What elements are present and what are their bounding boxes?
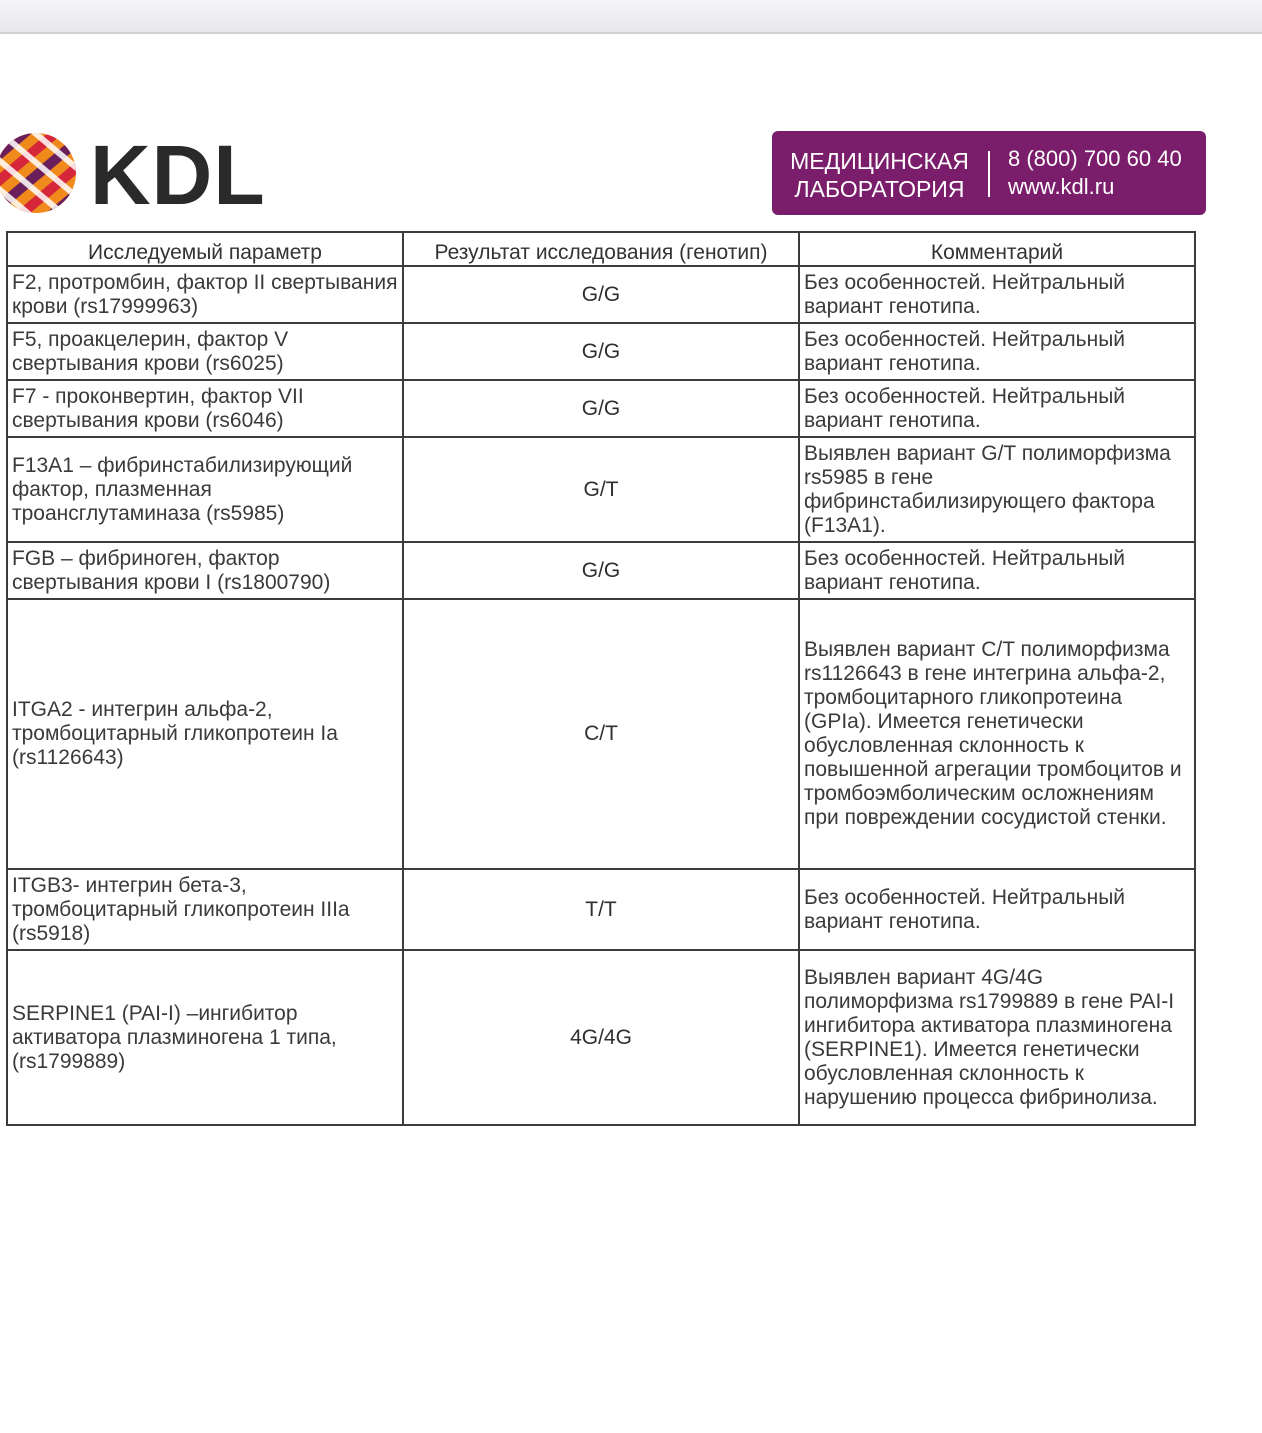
table-row (7, 869, 1195, 950)
table-row (7, 437, 1195, 542)
column-header-result: Результат исследования (генотип) (403, 232, 799, 266)
parameter-cell: F2, протромбин, фактор II свертывания крови (rs17999963) (7, 266, 403, 323)
result-cell: G/G (403, 542, 799, 599)
result-cell: 4G/4G (403, 950, 799, 1125)
website-link[interactable]: www.kdl.ru (1008, 174, 1115, 199)
table-row (7, 380, 1195, 437)
table-row (7, 323, 1195, 380)
table-header-row (7, 232, 1195, 266)
result-cell: G/G (403, 323, 799, 380)
column-header-comment: Комментарий (799, 232, 1195, 266)
logo-sphere-icon (0, 128, 82, 218)
parameter-cell: ITGB3- интегрин бета-3, тромбоцитарный гликопротеин IIIa (rs5918) (7, 869, 403, 950)
phone-number: 8 (800) 700 60 40 (1008, 146, 1182, 171)
table-row (7, 542, 1195, 599)
comment-cell: Выявлен вариант С/T полиморфизма rs1126643 в гене интегрина альфа-2, тромбоцитарного гликопротеина (GPIa). Имеется генетически обусловленная склонность к повышенной агрегации тромбоцитов и тромбоэмболическим осложнениям при повреждении сосудистой стенки. (799, 599, 1195, 869)
comment-cell: Без особенностей. Нейтральный вариант генотипа. (799, 266, 1195, 323)
banner-title (772, 147, 987, 203)
table-row (7, 599, 1195, 869)
parameter-cell: F5, проакцелерин, фактор V свертывания крови (rs6025) (7, 323, 403, 380)
comment-cell: Без особенностей. Нейтральный вариант генотипа. (799, 380, 1195, 437)
banner-line-2: ЛАБОРАТОРИЯ (794, 176, 965, 202)
banner-contacts (1008, 145, 1182, 201)
parameter-cell: F13A1 – фибринстабилизирующий фактор, плазменная троансглутаминаза (rs5985) (7, 437, 403, 542)
parameter-cell: SERPINE1 (PAI-I) –ингибитор активатора плазминогена 1 типа, (rs1799889) (7, 950, 403, 1125)
genotype-table (6, 231, 1196, 1126)
comment-cell: Без особенностей. Нейтральный вариант генотипа. (799, 869, 1195, 950)
comment-cell: Выявлен вариант 4G/4G полиморфизма rs1799889 в гене PAI-I ингибитора активатора плазминогена (SERPINE1). Имеется генетически обусловленная склонность к нарушению процесса фибринолиза. (799, 950, 1195, 1125)
lab-banner (772, 131, 1206, 215)
banner-line-1: МЕДИЦИНСКАЯ (790, 148, 969, 174)
result-cell: G/G (403, 266, 799, 323)
parameter-cell: F7 - проконвертин, фактор VII свертывания крови (rs6046) (7, 380, 403, 437)
column-header-parameter: Исследуемый параметр (7, 232, 403, 266)
kdl-logo (0, 128, 300, 222)
result-cell: G/T (403, 437, 799, 542)
table-row (7, 950, 1195, 1125)
comment-cell: Без особенностей. Нейтральный вариант генотипа. (799, 323, 1195, 380)
browser-top-bar (0, 0, 1262, 34)
comment-cell: Без особенностей. Нейтральный вариант генотипа. (799, 542, 1195, 599)
table-row (7, 266, 1195, 323)
result-cell: C/T (403, 599, 799, 869)
parameter-cell: FGB – фибриноген, фактор свертывания крови I (rs1800790) (7, 542, 403, 599)
logo-text: KDL (90, 128, 266, 222)
comment-cell: Выявлен вариант G/T полиморфизма rs5985 в гене фибринстабилизирующего фактора (F13A1). (799, 437, 1195, 542)
result-cell: T/T (403, 869, 799, 950)
result-cell: G/G (403, 380, 799, 437)
banner-divider (988, 151, 990, 197)
parameter-cell: ITGA2 - интегрин альфа-2, тромбоцитарный гликопротеин Ia (rs1126643) (7, 599, 403, 869)
